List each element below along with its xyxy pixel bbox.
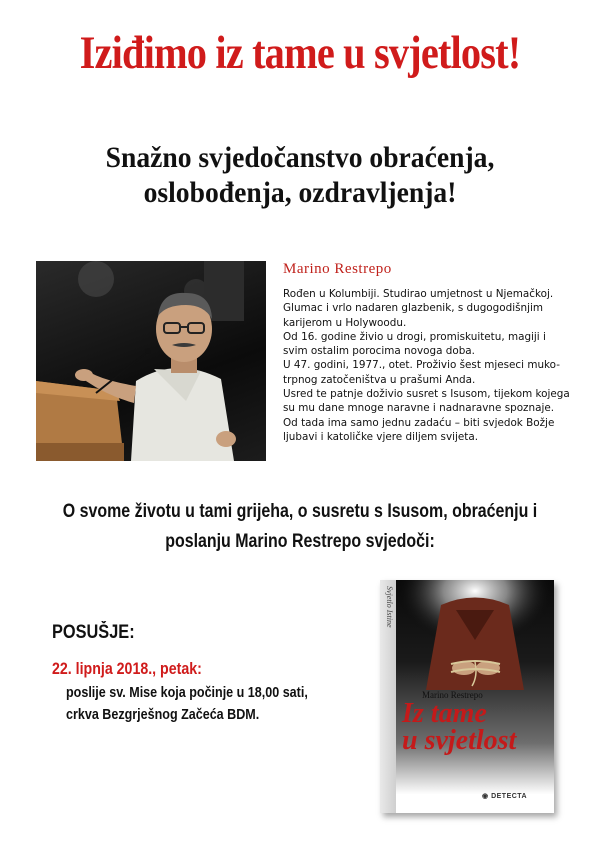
speaker-name: Marino Restrepo (283, 261, 392, 277)
speaker-photo-illustration (36, 261, 266, 461)
bio-line: Rođen u Kolumbiji. Studirao umjetnost u Njemačkoj. (283, 288, 554, 300)
bio-line: Usred te patnje doživio susret s Isusom, tijekom kojega (283, 388, 570, 401)
book-title-line-2: u svjetlost (402, 725, 517, 756)
speaker-bio (283, 287, 570, 444)
book-author: Marino Restrepo (422, 690, 483, 700)
bio-line: trpnog zatočeništva u prašumi Anda. (283, 373, 476, 386)
intro-text (48, 497, 552, 557)
book-publisher (482, 792, 527, 800)
book-cover-art (396, 580, 554, 690)
book-cover (380, 580, 554, 813)
bio-line: Od tada ima samo jednu zadaću – biti svjedok Božje (283, 416, 555, 429)
subheadline-line-2: oslobođenja, ozdravljenja! (143, 176, 457, 209)
event-location: POSUŠJE: (52, 622, 135, 643)
subheadline-line-1: Snažno svjedočanstvo obraćenja, (105, 141, 495, 174)
bio-line: Od 16. godine živio u drogi, promiskuitetu, magiji i (283, 330, 546, 343)
publisher-logo-icon: ◉ (482, 793, 489, 800)
event-detail-line-1: poslije sv. Mise koja počinje u 18,00 sati, (66, 685, 308, 701)
bio-line: su mu dane mnoge naravne i nadnaravne spoznaje. (283, 402, 555, 415)
event-date: 22. lipnja 2018., petak: (52, 660, 202, 678)
subheadline (24, 140, 576, 210)
book-spine-text: Svjetlo Istine (385, 586, 394, 628)
intro-line-1: O svome životu u tami grijeha, o susretu s Isusom, obraćenju i (62, 501, 538, 522)
publisher-name: DETECTA (491, 793, 528, 800)
intro-line-2: poslanju Marino Restrepo svjedoči: (165, 531, 435, 552)
speaker-photo (36, 261, 266, 461)
bio-line: ljubavi i katoličke vjere diljem svijeta. (283, 430, 479, 443)
book-title (402, 700, 552, 754)
event-detail-line-2: crkva Bezgrješnog Začeća BDM. (66, 707, 260, 723)
bio-line: svim ostalim porocima novoga doba. (283, 345, 475, 358)
bio-line: karijerom u Holywoodu. (283, 316, 407, 329)
event-details (66, 682, 308, 726)
book-title-line-1: Iz tame (402, 698, 487, 729)
bio-line: Glumac i vrlo nadaren glazbenik, s dugogodišnjim (283, 302, 543, 315)
bio-line: U 47. godini, 1977., otet. Proživio šest mjeseci muko- (283, 359, 560, 372)
book-spine (380, 580, 396, 813)
headline: Iziđimo iz tame u svjetlost! (79, 27, 521, 79)
